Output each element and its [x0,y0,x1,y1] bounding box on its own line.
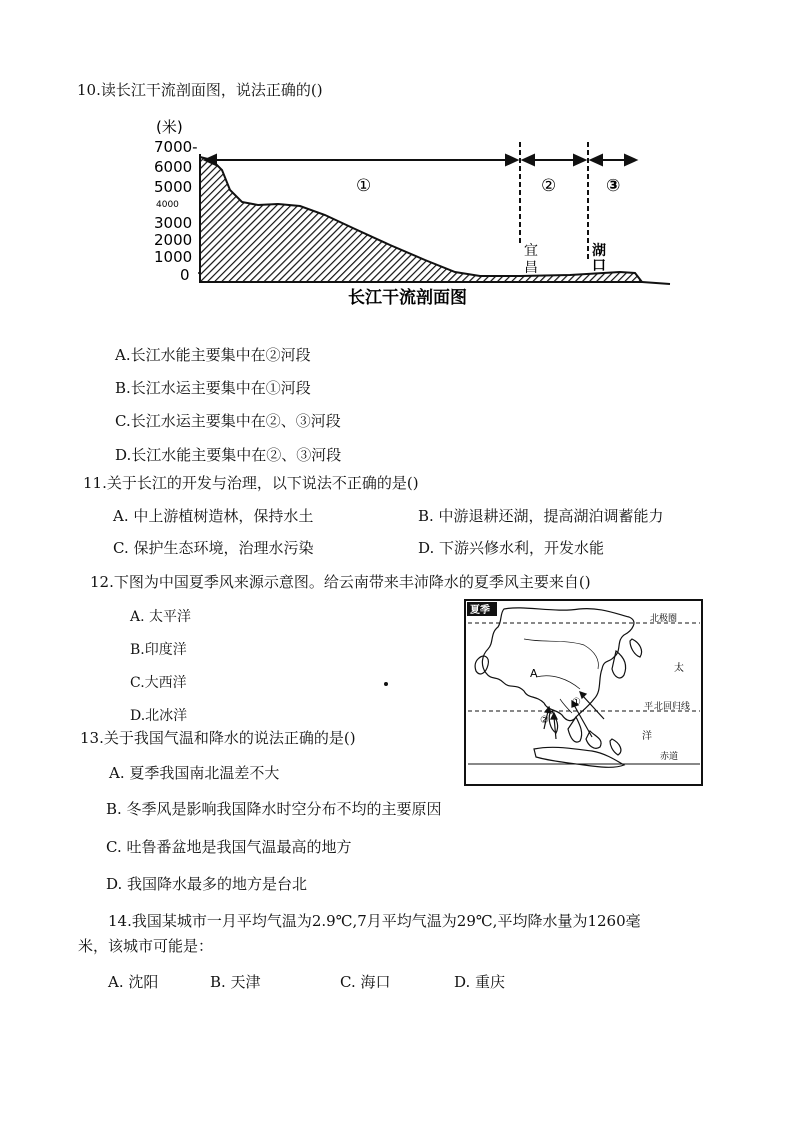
y-tick-7000: 7000- [154,138,198,156]
summer-monsoon-map [464,599,704,787]
q11-option-a[interactable]: A. 中上游植树造林，保持水土 [113,507,314,525]
q12-option-b[interactable]: B.印度洋 [130,642,187,658]
q13-stem: 13.关于我国气温和降水的说法正确的是() [80,729,356,747]
map-label-2: ② [540,715,549,726]
pacific-label-2: 平 [644,702,654,712]
q14-stem-line1: 14.我国某城市一月平均气温为2.9℃,7月平均气温为29℃,平均降水量为1260毫 [108,912,641,930]
q13-option-c[interactable]: C. 吐鲁番盆地是我国气温最高的地方 [106,838,352,856]
map-label-1: ① [572,697,581,708]
y-tick-5000: 5000 [154,178,193,196]
q13-option-a[interactable]: A. 夏季我国南北温差不大 [109,764,280,782]
q10-option-c[interactable]: C.长江水运主要集中在②、③河段 [115,412,341,430]
segment-arrows [205,155,636,165]
y-tick-4000: 4000 [156,200,179,210]
segment-label-1: ① [356,176,372,196]
q12-option-d[interactable]: D.北冰洋 [130,708,188,724]
q10-option-a[interactable]: A.长江水能主要集中在②河段 [115,346,311,364]
q10-option-b[interactable]: B.长江水运主要集中在①河段 [115,379,311,397]
y-tick-0: 0 [180,266,190,284]
place-yichang-1: 宜 [524,243,538,259]
q11-stem: 11.关于长江的开发与治理，以下说法不正确的是() [83,474,419,492]
segment-label-2: ② [541,176,557,196]
equator-label: 赤道 [660,752,679,762]
terrain-profile [200,157,642,282]
y-axis-unit: (米) [156,118,183,136]
q10-stem: 10.读长江干流剖面图，说法正确的() [77,81,323,99]
place-yichang-2: 昌 [524,260,538,276]
pacific-label-3: 洋 [642,731,652,742]
arctic-circle-label: 北极圈 [650,614,678,624]
season-label: 夏季 [470,605,490,616]
tropic-label: 北回归线 [654,702,691,712]
q12-option-a[interactable]: A. 太平洋 [130,609,192,625]
q14-option-c[interactable]: C. 海口 [340,973,391,991]
place-hukou-2: 口 [592,258,606,274]
stray-dot [384,682,388,686]
q12-stem: 12.下图为中国夏季风来源示意图。给云南带来丰沛降水的夏季风主要来自() [90,573,591,591]
yangtze-profile-figure [150,112,690,312]
q11-option-b[interactable]: B. 中游退耕还湖，提高湖泊调蓄能力 [418,507,664,525]
segment-label-3: ③ [606,176,621,196]
y-tick-2000: 2000 [154,231,193,249]
q11-option-c[interactable]: C. 保护生态环境，治理水污染 [113,539,314,557]
y-tick-3000: 3000 [154,214,193,232]
q10-option-d[interactable]: D.长江水能主要集中在②、③河段 [115,446,342,464]
q12-option-c[interactable]: C.大西洋 [130,675,187,691]
q13-option-d[interactable]: D. 我国降水最多的地方是台北 [106,875,308,893]
pacific-label-1: 太 [674,663,684,674]
q11-option-d[interactable]: D. 下游兴修水利，开发水能 [418,539,605,557]
q13-option-b[interactable]: B. 冬季风是影响我国降水时空分布不均的主要原因 [106,800,442,818]
y-tick-1000: 1000 [154,248,193,266]
q14-option-d[interactable]: D. 重庆 [454,973,506,991]
place-hukou-1: 湖 [592,243,606,259]
q14-option-a[interactable]: A. 沈阳 [108,973,159,991]
q14-option-b[interactable]: B. 天津 [210,973,261,991]
map-label-a: A [530,667,538,680]
q14-stem-line2: 米，该城市可能是： [78,937,214,955]
figure-caption: 长江干流剖面图 [348,288,467,308]
y-tick-6000: 6000 [154,158,193,176]
